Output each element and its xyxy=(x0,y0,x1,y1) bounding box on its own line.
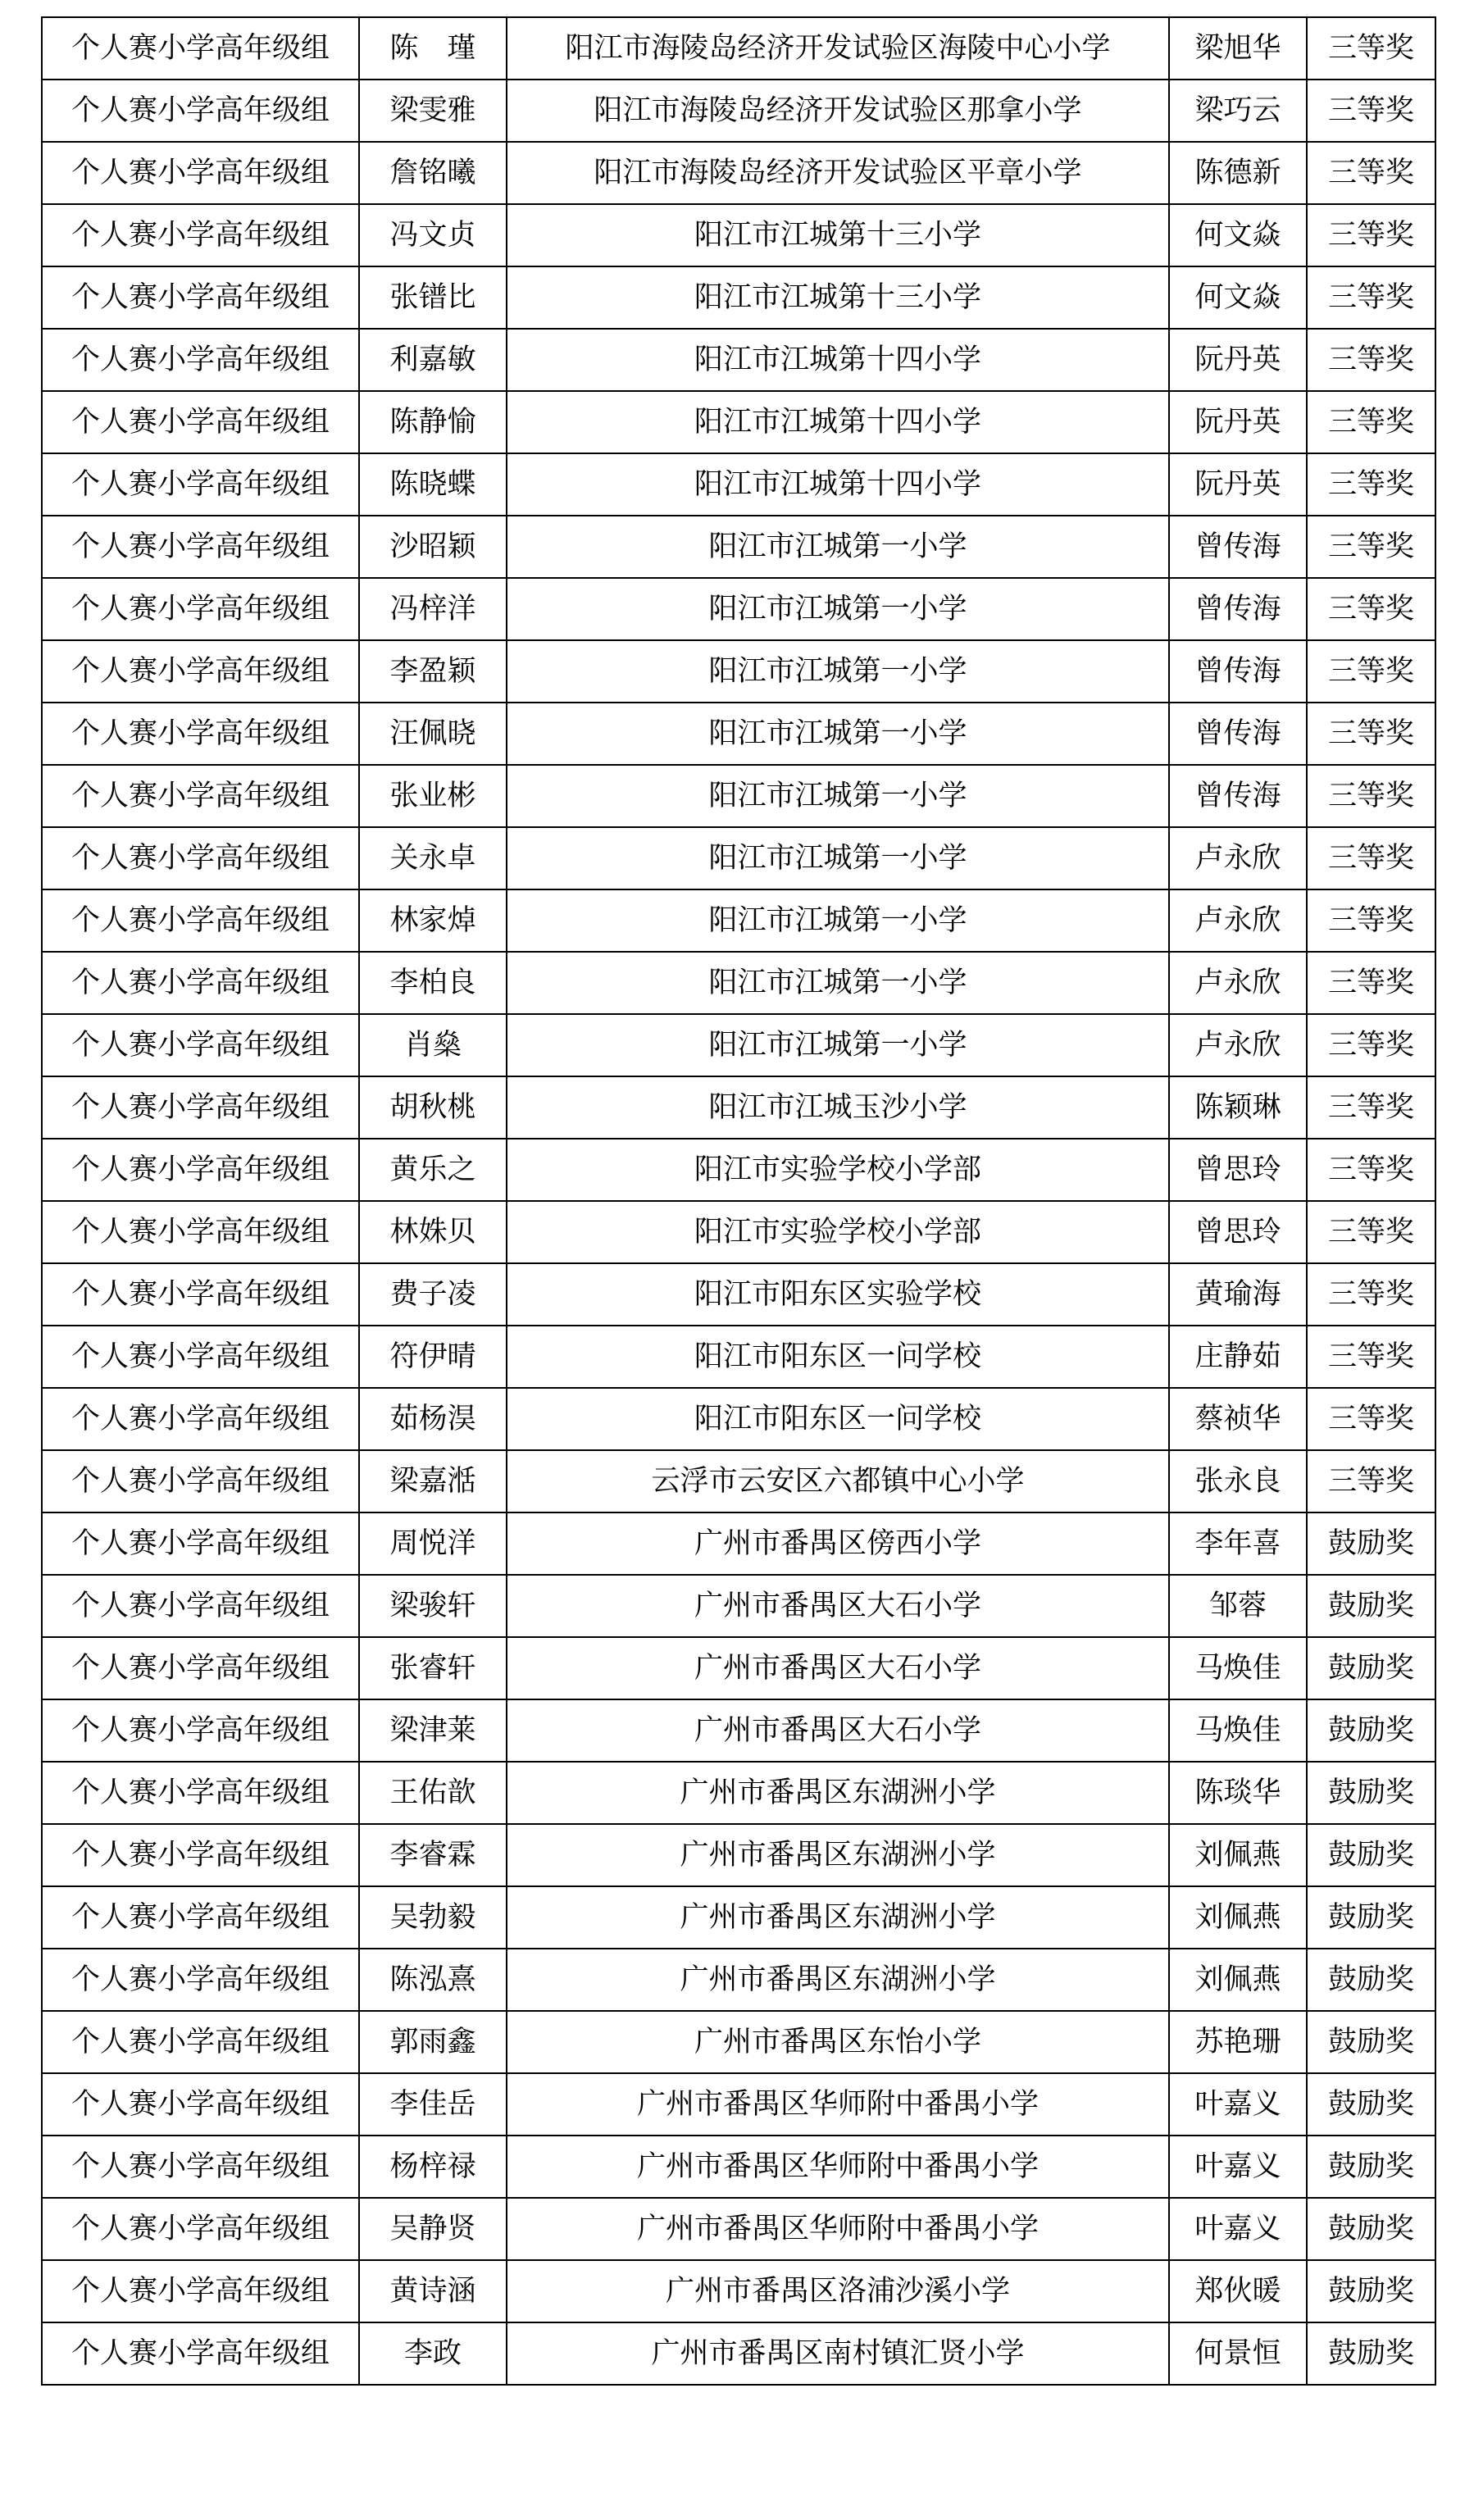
teacher-cell: 曾传海 xyxy=(1169,578,1307,640)
school-cell: 阳江市阳东区一问学校 xyxy=(507,1388,1169,1450)
teacher-cell: 庄静茹 xyxy=(1169,1326,1307,1388)
table-row xyxy=(42,1263,1435,1326)
school-cell: 阳江市江城第一小学 xyxy=(507,578,1169,640)
table-row xyxy=(42,2011,1435,2073)
table-row xyxy=(42,266,1435,329)
teacher-cell: 邹蓉 xyxy=(1169,1575,1307,1637)
teacher-cell: 叶嘉义 xyxy=(1169,2073,1307,2136)
table-row xyxy=(42,1139,1435,1201)
student-name-cell: 周悦洋 xyxy=(359,1512,507,1575)
table-row xyxy=(42,1575,1435,1637)
category-cell: 个人赛小学高年级组 xyxy=(42,17,359,80)
student-name-cell: 王佑歆 xyxy=(359,1762,507,1824)
award-cell: 三等奖 xyxy=(1307,1201,1435,1263)
award-cell: 三等奖 xyxy=(1307,827,1435,889)
award-cell: 三等奖 xyxy=(1307,889,1435,952)
category-cell: 个人赛小学高年级组 xyxy=(42,142,359,204)
category-cell: 个人赛小学高年级组 xyxy=(42,1450,359,1512)
teacher-cell: 郑伙暖 xyxy=(1169,2260,1307,2322)
table-row xyxy=(42,1824,1435,1886)
table-row xyxy=(42,2073,1435,2136)
table-row xyxy=(42,2260,1435,2322)
award-results-table xyxy=(41,16,1436,2386)
teacher-cell: 曾思玲 xyxy=(1169,1201,1307,1263)
student-name-cell: 李佳岳 xyxy=(359,2073,507,2136)
school-cell: 阳江市实验学校小学部 xyxy=(507,1201,1169,1263)
teacher-cell: 曾传海 xyxy=(1169,703,1307,765)
category-cell: 个人赛小学高年级组 xyxy=(42,391,359,453)
teacher-cell: 卢永欣 xyxy=(1169,952,1307,1014)
school-cell: 广州市番禺区东怡小学 xyxy=(507,2011,1169,2073)
category-cell: 个人赛小学高年级组 xyxy=(42,2260,359,2322)
category-cell: 个人赛小学高年级组 xyxy=(42,889,359,952)
table-row xyxy=(42,17,1435,80)
school-cell: 阳江市阳东区实验学校 xyxy=(507,1263,1169,1326)
award-cell: 鼓励奖 xyxy=(1307,1637,1435,1699)
teacher-cell: 李年喜 xyxy=(1169,1512,1307,1575)
category-cell: 个人赛小学高年级组 xyxy=(42,827,359,889)
category-cell: 个人赛小学高年级组 xyxy=(42,266,359,329)
category-cell: 个人赛小学高年级组 xyxy=(42,1201,359,1263)
table-row xyxy=(42,1388,1435,1450)
category-cell: 个人赛小学高年级组 xyxy=(42,952,359,1014)
award-cell: 三等奖 xyxy=(1307,952,1435,1014)
school-cell: 广州市番禺区大石小学 xyxy=(507,1699,1169,1762)
school-cell: 阳江市江城第十四小学 xyxy=(507,391,1169,453)
student-name-cell: 肖燊 xyxy=(359,1014,507,1076)
teacher-cell: 梁巧云 xyxy=(1169,80,1307,142)
table-row xyxy=(42,329,1435,391)
school-cell: 广州市番禺区东湖洲小学 xyxy=(507,1762,1169,1824)
teacher-cell: 阮丹英 xyxy=(1169,391,1307,453)
table-row xyxy=(42,765,1435,827)
school-cell: 阳江市阳东区一问学校 xyxy=(507,1326,1169,1388)
award-cell: 鼓励奖 xyxy=(1307,1575,1435,1637)
student-name-cell: 胡秋桃 xyxy=(359,1076,507,1139)
school-cell: 广州市番禺区东湖洲小学 xyxy=(507,1824,1169,1886)
category-cell: 个人赛小学高年级组 xyxy=(42,1076,359,1139)
award-table-body xyxy=(42,17,1435,2385)
teacher-cell: 何景恒 xyxy=(1169,2322,1307,2385)
category-cell: 个人赛小学高年级组 xyxy=(42,1263,359,1326)
school-cell: 广州市番禺区东湖洲小学 xyxy=(507,1949,1169,2011)
category-cell: 个人赛小学高年级组 xyxy=(42,640,359,703)
table-row xyxy=(42,703,1435,765)
student-name-cell: 林家焯 xyxy=(359,889,507,952)
student-name-cell: 吴静贤 xyxy=(359,2198,507,2260)
student-name-cell: 梁津莱 xyxy=(359,1699,507,1762)
award-cell: 鼓励奖 xyxy=(1307,2073,1435,2136)
student-name-cell: 利嘉敏 xyxy=(359,329,507,391)
school-cell: 阳江市江城第一小学 xyxy=(507,1014,1169,1076)
award-cell: 三等奖 xyxy=(1307,142,1435,204)
category-cell: 个人赛小学高年级组 xyxy=(42,1699,359,1762)
teacher-cell: 曾思玲 xyxy=(1169,1139,1307,1201)
teacher-cell: 马焕佳 xyxy=(1169,1699,1307,1762)
table-row xyxy=(42,1076,1435,1139)
teacher-cell: 陈德新 xyxy=(1169,142,1307,204)
award-cell: 三等奖 xyxy=(1307,1139,1435,1201)
category-cell: 个人赛小学高年级组 xyxy=(42,204,359,266)
category-cell: 个人赛小学高年级组 xyxy=(42,1139,359,1201)
student-name-cell: 李柏良 xyxy=(359,952,507,1014)
category-cell: 个人赛小学高年级组 xyxy=(42,2011,359,2073)
student-name-cell: 吴勃毅 xyxy=(359,1886,507,1949)
school-cell: 阳江市江城第一小学 xyxy=(507,827,1169,889)
student-name-cell: 陈 瑾 xyxy=(359,17,507,80)
student-name-cell: 沙昭颖 xyxy=(359,516,507,578)
table-row xyxy=(42,453,1435,516)
award-cell: 三等奖 xyxy=(1307,1263,1435,1326)
student-name-cell: 张镨比 xyxy=(359,266,507,329)
award-cell: 鼓励奖 xyxy=(1307,2322,1435,2385)
category-cell: 个人赛小学高年级组 xyxy=(42,1886,359,1949)
student-name-cell: 符伊晴 xyxy=(359,1326,507,1388)
teacher-cell: 何文焱 xyxy=(1169,204,1307,266)
student-name-cell: 陈静愉 xyxy=(359,391,507,453)
table-row xyxy=(42,142,1435,204)
category-cell: 个人赛小学高年级组 xyxy=(42,80,359,142)
award-cell: 三等奖 xyxy=(1307,1450,1435,1512)
award-cell: 三等奖 xyxy=(1307,17,1435,80)
category-cell: 个人赛小学高年级组 xyxy=(42,2198,359,2260)
award-cell: 鼓励奖 xyxy=(1307,2198,1435,2260)
award-cell: 三等奖 xyxy=(1307,516,1435,578)
teacher-cell: 刘佩燕 xyxy=(1169,1949,1307,2011)
award-cell: 三等奖 xyxy=(1307,80,1435,142)
student-name-cell: 关永卓 xyxy=(359,827,507,889)
award-cell: 三等奖 xyxy=(1307,640,1435,703)
table-row xyxy=(42,1326,1435,1388)
category-cell: 个人赛小学高年级组 xyxy=(42,453,359,516)
school-cell: 阳江市江城玉沙小学 xyxy=(507,1076,1169,1139)
school-cell: 阳江市江城第十四小学 xyxy=(507,329,1169,391)
student-name-cell: 费子凌 xyxy=(359,1263,507,1326)
award-cell: 三等奖 xyxy=(1307,329,1435,391)
table-row xyxy=(42,1637,1435,1699)
category-cell: 个人赛小学高年级组 xyxy=(42,578,359,640)
award-cell: 鼓励奖 xyxy=(1307,2136,1435,2198)
student-name-cell: 詹铭曦 xyxy=(359,142,507,204)
school-cell: 阳江市江城第十三小学 xyxy=(507,204,1169,266)
category-cell: 个人赛小学高年级组 xyxy=(42,765,359,827)
teacher-cell: 张永良 xyxy=(1169,1450,1307,1512)
award-cell: 三等奖 xyxy=(1307,1014,1435,1076)
table-row xyxy=(42,640,1435,703)
award-cell: 三等奖 xyxy=(1307,703,1435,765)
school-cell: 阳江市实验学校小学部 xyxy=(507,1139,1169,1201)
award-cell: 三等奖 xyxy=(1307,1326,1435,1388)
category-cell: 个人赛小学高年级组 xyxy=(42,1762,359,1824)
student-name-cell: 李盈颖 xyxy=(359,640,507,703)
student-name-cell: 汪佩晓 xyxy=(359,703,507,765)
table-row xyxy=(42,204,1435,266)
teacher-cell: 卢永欣 xyxy=(1169,827,1307,889)
student-name-cell: 冯梓洋 xyxy=(359,578,507,640)
student-name-cell: 陈泓熹 xyxy=(359,1949,507,2011)
student-name-cell: 杨梓禄 xyxy=(359,2136,507,2198)
student-name-cell: 黄诗涵 xyxy=(359,2260,507,2322)
award-cell: 三等奖 xyxy=(1307,578,1435,640)
school-cell: 阳江市江城第一小学 xyxy=(507,516,1169,578)
category-cell: 个人赛小学高年级组 xyxy=(42,1326,359,1388)
school-cell: 广州市番禺区华师附中番禺小学 xyxy=(507,2136,1169,2198)
award-cell: 三等奖 xyxy=(1307,391,1435,453)
award-cell: 鼓励奖 xyxy=(1307,1886,1435,1949)
table-row xyxy=(42,1886,1435,1949)
teacher-cell: 梁旭华 xyxy=(1169,17,1307,80)
award-cell: 三等奖 xyxy=(1307,204,1435,266)
student-name-cell: 李睿霖 xyxy=(359,1824,507,1886)
teacher-cell: 阮丹英 xyxy=(1169,453,1307,516)
category-cell: 个人赛小学高年级组 xyxy=(42,2322,359,2385)
school-cell: 广州市番禺区傍西小学 xyxy=(507,1512,1169,1575)
award-cell: 三等奖 xyxy=(1307,1076,1435,1139)
table-row xyxy=(42,889,1435,952)
teacher-cell: 叶嘉义 xyxy=(1169,2198,1307,2260)
table-row xyxy=(42,2322,1435,2385)
award-cell: 鼓励奖 xyxy=(1307,1762,1435,1824)
school-cell: 阳江市江城第一小学 xyxy=(507,952,1169,1014)
category-cell: 个人赛小学高年级组 xyxy=(42,2136,359,2198)
school-cell: 广州市番禺区华师附中番禺小学 xyxy=(507,2198,1169,2260)
award-cell: 三等奖 xyxy=(1307,765,1435,827)
student-name-cell: 梁嘉湉 xyxy=(359,1450,507,1512)
teacher-cell: 阮丹英 xyxy=(1169,329,1307,391)
table-row xyxy=(42,391,1435,453)
table-row xyxy=(42,1762,1435,1824)
school-cell: 广州市番禺区南村镇汇贤小学 xyxy=(507,2322,1169,2385)
award-cell: 三等奖 xyxy=(1307,1388,1435,1450)
table-row xyxy=(42,516,1435,578)
student-name-cell: 黄乐之 xyxy=(359,1139,507,1201)
school-cell: 阳江市江城第一小学 xyxy=(507,703,1169,765)
category-cell: 个人赛小学高年级组 xyxy=(42,1824,359,1886)
award-cell: 鼓励奖 xyxy=(1307,2260,1435,2322)
award-cell: 鼓励奖 xyxy=(1307,1949,1435,2011)
student-name-cell: 梁雯雅 xyxy=(359,80,507,142)
student-name-cell: 李政 xyxy=(359,2322,507,2385)
teacher-cell: 何文焱 xyxy=(1169,266,1307,329)
category-cell: 个人赛小学高年级组 xyxy=(42,329,359,391)
table-row xyxy=(42,2198,1435,2260)
school-cell: 广州市番禺区洛浦沙溪小学 xyxy=(507,2260,1169,2322)
table-row xyxy=(42,80,1435,142)
category-cell: 个人赛小学高年级组 xyxy=(42,703,359,765)
award-cell: 三等奖 xyxy=(1307,453,1435,516)
school-cell: 阳江市江城第一小学 xyxy=(507,640,1169,703)
teacher-cell: 黄瑜海 xyxy=(1169,1263,1307,1326)
teacher-cell: 苏艳珊 xyxy=(1169,2011,1307,2073)
student-name-cell: 郭雨鑫 xyxy=(359,2011,507,2073)
table-row xyxy=(42,827,1435,889)
award-cell: 鼓励奖 xyxy=(1307,1512,1435,1575)
teacher-cell: 刘佩燕 xyxy=(1169,1886,1307,1949)
student-name-cell: 茹杨淏 xyxy=(359,1388,507,1450)
school-cell: 广州市番禺区东湖洲小学 xyxy=(507,1886,1169,1949)
category-cell: 个人赛小学高年级组 xyxy=(42,1512,359,1575)
table-row xyxy=(42,952,1435,1014)
award-cell: 鼓励奖 xyxy=(1307,1824,1435,1886)
table-row xyxy=(42,1512,1435,1575)
school-cell: 阳江市海陵岛经济开发试验区海陵中心小学 xyxy=(507,17,1169,80)
teacher-cell: 卢永欣 xyxy=(1169,1014,1307,1076)
teacher-cell: 陈颖琳 xyxy=(1169,1076,1307,1139)
teacher-cell: 蔡祯华 xyxy=(1169,1388,1307,1450)
award-cell: 三等奖 xyxy=(1307,266,1435,329)
table-row xyxy=(42,1450,1435,1512)
table-row xyxy=(42,1699,1435,1762)
category-cell: 个人赛小学高年级组 xyxy=(42,2073,359,2136)
category-cell: 个人赛小学高年级组 xyxy=(42,1949,359,2011)
category-cell: 个人赛小学高年级组 xyxy=(42,1388,359,1450)
award-cell: 鼓励奖 xyxy=(1307,2011,1435,2073)
category-cell: 个人赛小学高年级组 xyxy=(42,1014,359,1076)
category-cell: 个人赛小学高年级组 xyxy=(42,516,359,578)
table-row xyxy=(42,578,1435,640)
table-row xyxy=(42,1201,1435,1263)
table-row xyxy=(42,1014,1435,1076)
teacher-cell: 陈琰华 xyxy=(1169,1762,1307,1824)
student-name-cell: 冯文贞 xyxy=(359,204,507,266)
school-cell: 阳江市海陵岛经济开发试验区那拿小学 xyxy=(507,80,1169,142)
student-name-cell: 林姝贝 xyxy=(359,1201,507,1263)
teacher-cell: 卢永欣 xyxy=(1169,889,1307,952)
student-name-cell: 张业彬 xyxy=(359,765,507,827)
teacher-cell: 曾传海 xyxy=(1169,516,1307,578)
student-name-cell: 陈晓蝶 xyxy=(359,453,507,516)
table-row xyxy=(42,1949,1435,2011)
school-cell: 广州市番禺区华师附中番禺小学 xyxy=(507,2073,1169,2136)
school-cell: 阳江市江城第一小学 xyxy=(507,765,1169,827)
teacher-cell: 曾传海 xyxy=(1169,765,1307,827)
table-row xyxy=(42,2136,1435,2198)
school-cell: 阳江市江城第十四小学 xyxy=(507,453,1169,516)
school-cell: 云浮市云安区六都镇中心小学 xyxy=(507,1450,1169,1512)
teacher-cell: 马焕佳 xyxy=(1169,1637,1307,1699)
teacher-cell: 刘佩燕 xyxy=(1169,1824,1307,1886)
category-cell: 个人赛小学高年级组 xyxy=(42,1575,359,1637)
school-cell: 广州市番禺区大石小学 xyxy=(507,1575,1169,1637)
student-name-cell: 梁骏轩 xyxy=(359,1575,507,1637)
teacher-cell: 叶嘉义 xyxy=(1169,2136,1307,2198)
award-cell: 鼓励奖 xyxy=(1307,1699,1435,1762)
school-cell: 广州市番禺区大石小学 xyxy=(507,1637,1169,1699)
category-cell: 个人赛小学高年级组 xyxy=(42,1637,359,1699)
school-cell: 阳江市海陵岛经济开发试验区平章小学 xyxy=(507,142,1169,204)
student-name-cell: 张睿轩 xyxy=(359,1637,507,1699)
teacher-cell: 曾传海 xyxy=(1169,640,1307,703)
school-cell: 阳江市江城第十三小学 xyxy=(507,266,1169,329)
school-cell: 阳江市江城第一小学 xyxy=(507,889,1169,952)
